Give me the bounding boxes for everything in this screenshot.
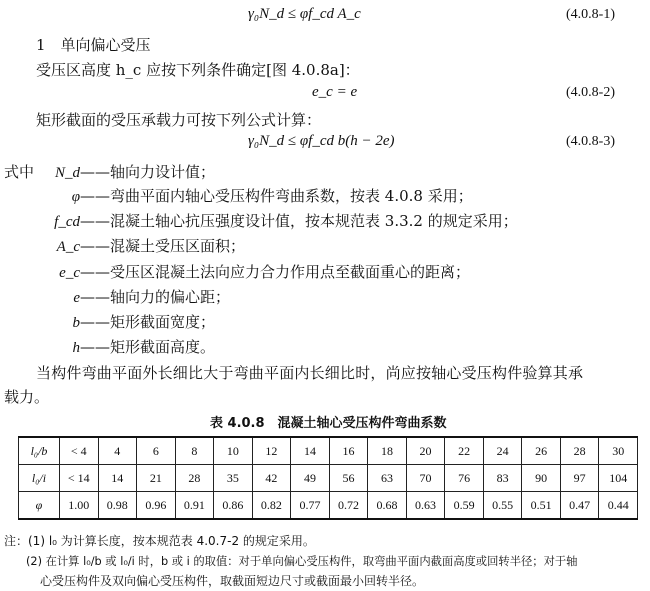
- table-note-2: (2) 在计算 l₀/b 或 l₀/i 时，b 或 i 的取值：对于单向偏心受压构件，取弯曲平面内截面高度或回转半径；对于轴: [26, 555, 578, 568]
- table-cell: 35: [214, 465, 253, 492]
- table-cell: 0.55: [483, 492, 522, 520]
- table-cell: 8: [175, 437, 214, 465]
- coefficient-table: [18, 436, 638, 520]
- table-cell: 20: [406, 437, 445, 465]
- table-cell: 0.51: [522, 492, 561, 520]
- definition-text: ——矩形截面宽度；: [80, 313, 216, 331]
- definition-symbol: N_d: [54, 165, 80, 181]
- table-cell: 0.82: [252, 492, 291, 520]
- table-cell: 24: [483, 437, 522, 465]
- row-header: φ: [19, 492, 60, 520]
- definition-symbol: e_c: [59, 265, 80, 281]
- table-cell: 0.98: [98, 492, 137, 520]
- definition-symbol: φ: [71, 189, 80, 205]
- table-cell: < 14: [60, 465, 99, 492]
- table-cell: 0.68: [368, 492, 407, 520]
- table-cell: 16: [329, 437, 368, 465]
- table-cell: 76: [445, 465, 484, 492]
- definition-symbol: e: [73, 290, 80, 306]
- equation-number-3: (4.0.8-3): [566, 134, 615, 149]
- table-cell: 14: [291, 437, 330, 465]
- table-cell: 21: [137, 465, 176, 492]
- table-cell: 0.91: [175, 492, 214, 520]
- table-cell: 97: [560, 465, 599, 492]
- table-cell: 10: [214, 437, 253, 465]
- definition-item: [40, 336, 215, 357]
- table-cell: 0.59: [445, 492, 484, 520]
- table-cell: 56: [329, 465, 368, 492]
- table-cell: 14: [98, 465, 137, 492]
- definition-item: [40, 261, 470, 282]
- paragraph-out-of-plane-cont: 载力。: [4, 388, 50, 406]
- table-cell: 104: [599, 465, 638, 492]
- definition-text: ——轴向力设计值；: [80, 163, 216, 181]
- definition-text: ——弯曲平面内轴心受压构件弯曲系数，按表 4.0.8 采用；: [80, 187, 473, 205]
- table-cell: 28: [175, 465, 214, 492]
- definition-symbol: b: [72, 315, 80, 331]
- paragraph-rectangular-section: 矩形截面的受压承载力可按下列公式计算：: [36, 111, 322, 129]
- equation-number-1: (4.0.8-1): [566, 7, 615, 22]
- definition-item: [40, 210, 518, 231]
- definition-text: ——轴向力的偏心距；: [80, 288, 231, 306]
- equation-4-0-8-2: e_c = e: [312, 84, 358, 100]
- table-row: [19, 492, 638, 520]
- definition-item: [40, 311, 215, 332]
- table-cell: 0.72: [329, 492, 368, 520]
- table-cell: 26: [522, 437, 561, 465]
- table-cell: 49: [291, 465, 330, 492]
- table-cell: 0.77: [291, 492, 330, 520]
- row-header: l₀/i: [19, 465, 60, 492]
- definition-item: [40, 286, 230, 307]
- definition-text: ——受压区混凝土法向应力合力作用点至截面重心的距离；: [80, 263, 471, 281]
- definition-text: ——矩形截面高度。: [80, 338, 216, 356]
- table-note-2-cont: 心受压构件及双向偏心受压构件，取截面短边尺寸或截面最小回转半径。: [40, 574, 425, 588]
- table-caption: 表 4.0.8 混凝土轴心受压构件弯曲系数: [210, 416, 447, 431]
- table-note-1: 注：(1) l₀ 为计算长度，按本规范表 4.0.7-2 的规定采用。: [4, 534, 315, 548]
- equation-4-0-8-3: γ₀N_d ≤ φf_cd b(h − 2e): [248, 133, 395, 149]
- section-heading: 1 单向偏心受压: [36, 36, 151, 54]
- definition-item: [40, 235, 245, 256]
- definition-item: [40, 185, 473, 206]
- table-cell: < 4: [60, 437, 99, 465]
- table-cell: 90: [522, 465, 561, 492]
- table-row: [19, 465, 638, 492]
- table-cell: 83: [483, 465, 522, 492]
- equation-number-2: (4.0.8-2): [566, 85, 615, 100]
- where-label: 式中: [4, 163, 35, 181]
- definition-item: [40, 161, 215, 182]
- definition-symbol: f_cd: [54, 214, 80, 230]
- paragraph-out-of-plane: 当构件弯曲平面外长细比大于弯曲平面内长细比时，尚应按轴心受压构件验算其承: [36, 364, 584, 382]
- equation-4-0-8-1: γ₀N_d ≤ φf_cd A_c: [248, 6, 361, 22]
- table-cell: 4: [98, 437, 137, 465]
- definition-text: ——混凝土轴心抗压强度设计值，按本规范表 3.3.2 的规定采用；: [80, 212, 518, 230]
- table-cell: 18: [368, 437, 407, 465]
- table-cell: 6: [137, 437, 176, 465]
- definition-symbol: h: [72, 340, 80, 356]
- table-cell: 70: [406, 465, 445, 492]
- table-row: [19, 437, 638, 465]
- table-cell: 22: [445, 437, 484, 465]
- definition-symbol: A_c: [56, 239, 80, 255]
- table-cell: 1.00: [60, 492, 99, 520]
- table-cell: 0.96: [137, 492, 176, 520]
- table-cell: 0.44: [599, 492, 638, 520]
- table-cell: 0.63: [406, 492, 445, 520]
- row-header: l₀/b: [19, 437, 60, 465]
- table-cell: 42: [252, 465, 291, 492]
- table-cell: 30: [599, 437, 638, 465]
- table-cell: 28: [560, 437, 599, 465]
- paragraph-compression-zone: 受压区高度 h_c 应按下列条件确定[图 4.0.8a]：: [36, 61, 360, 79]
- table-cell: 0.86: [214, 492, 253, 520]
- table-cell: 12: [252, 437, 291, 465]
- definition-text: ——混凝土受压区面积；: [80, 237, 246, 255]
- table-cell: 63: [368, 465, 407, 492]
- table-cell: 0.47: [560, 492, 599, 520]
